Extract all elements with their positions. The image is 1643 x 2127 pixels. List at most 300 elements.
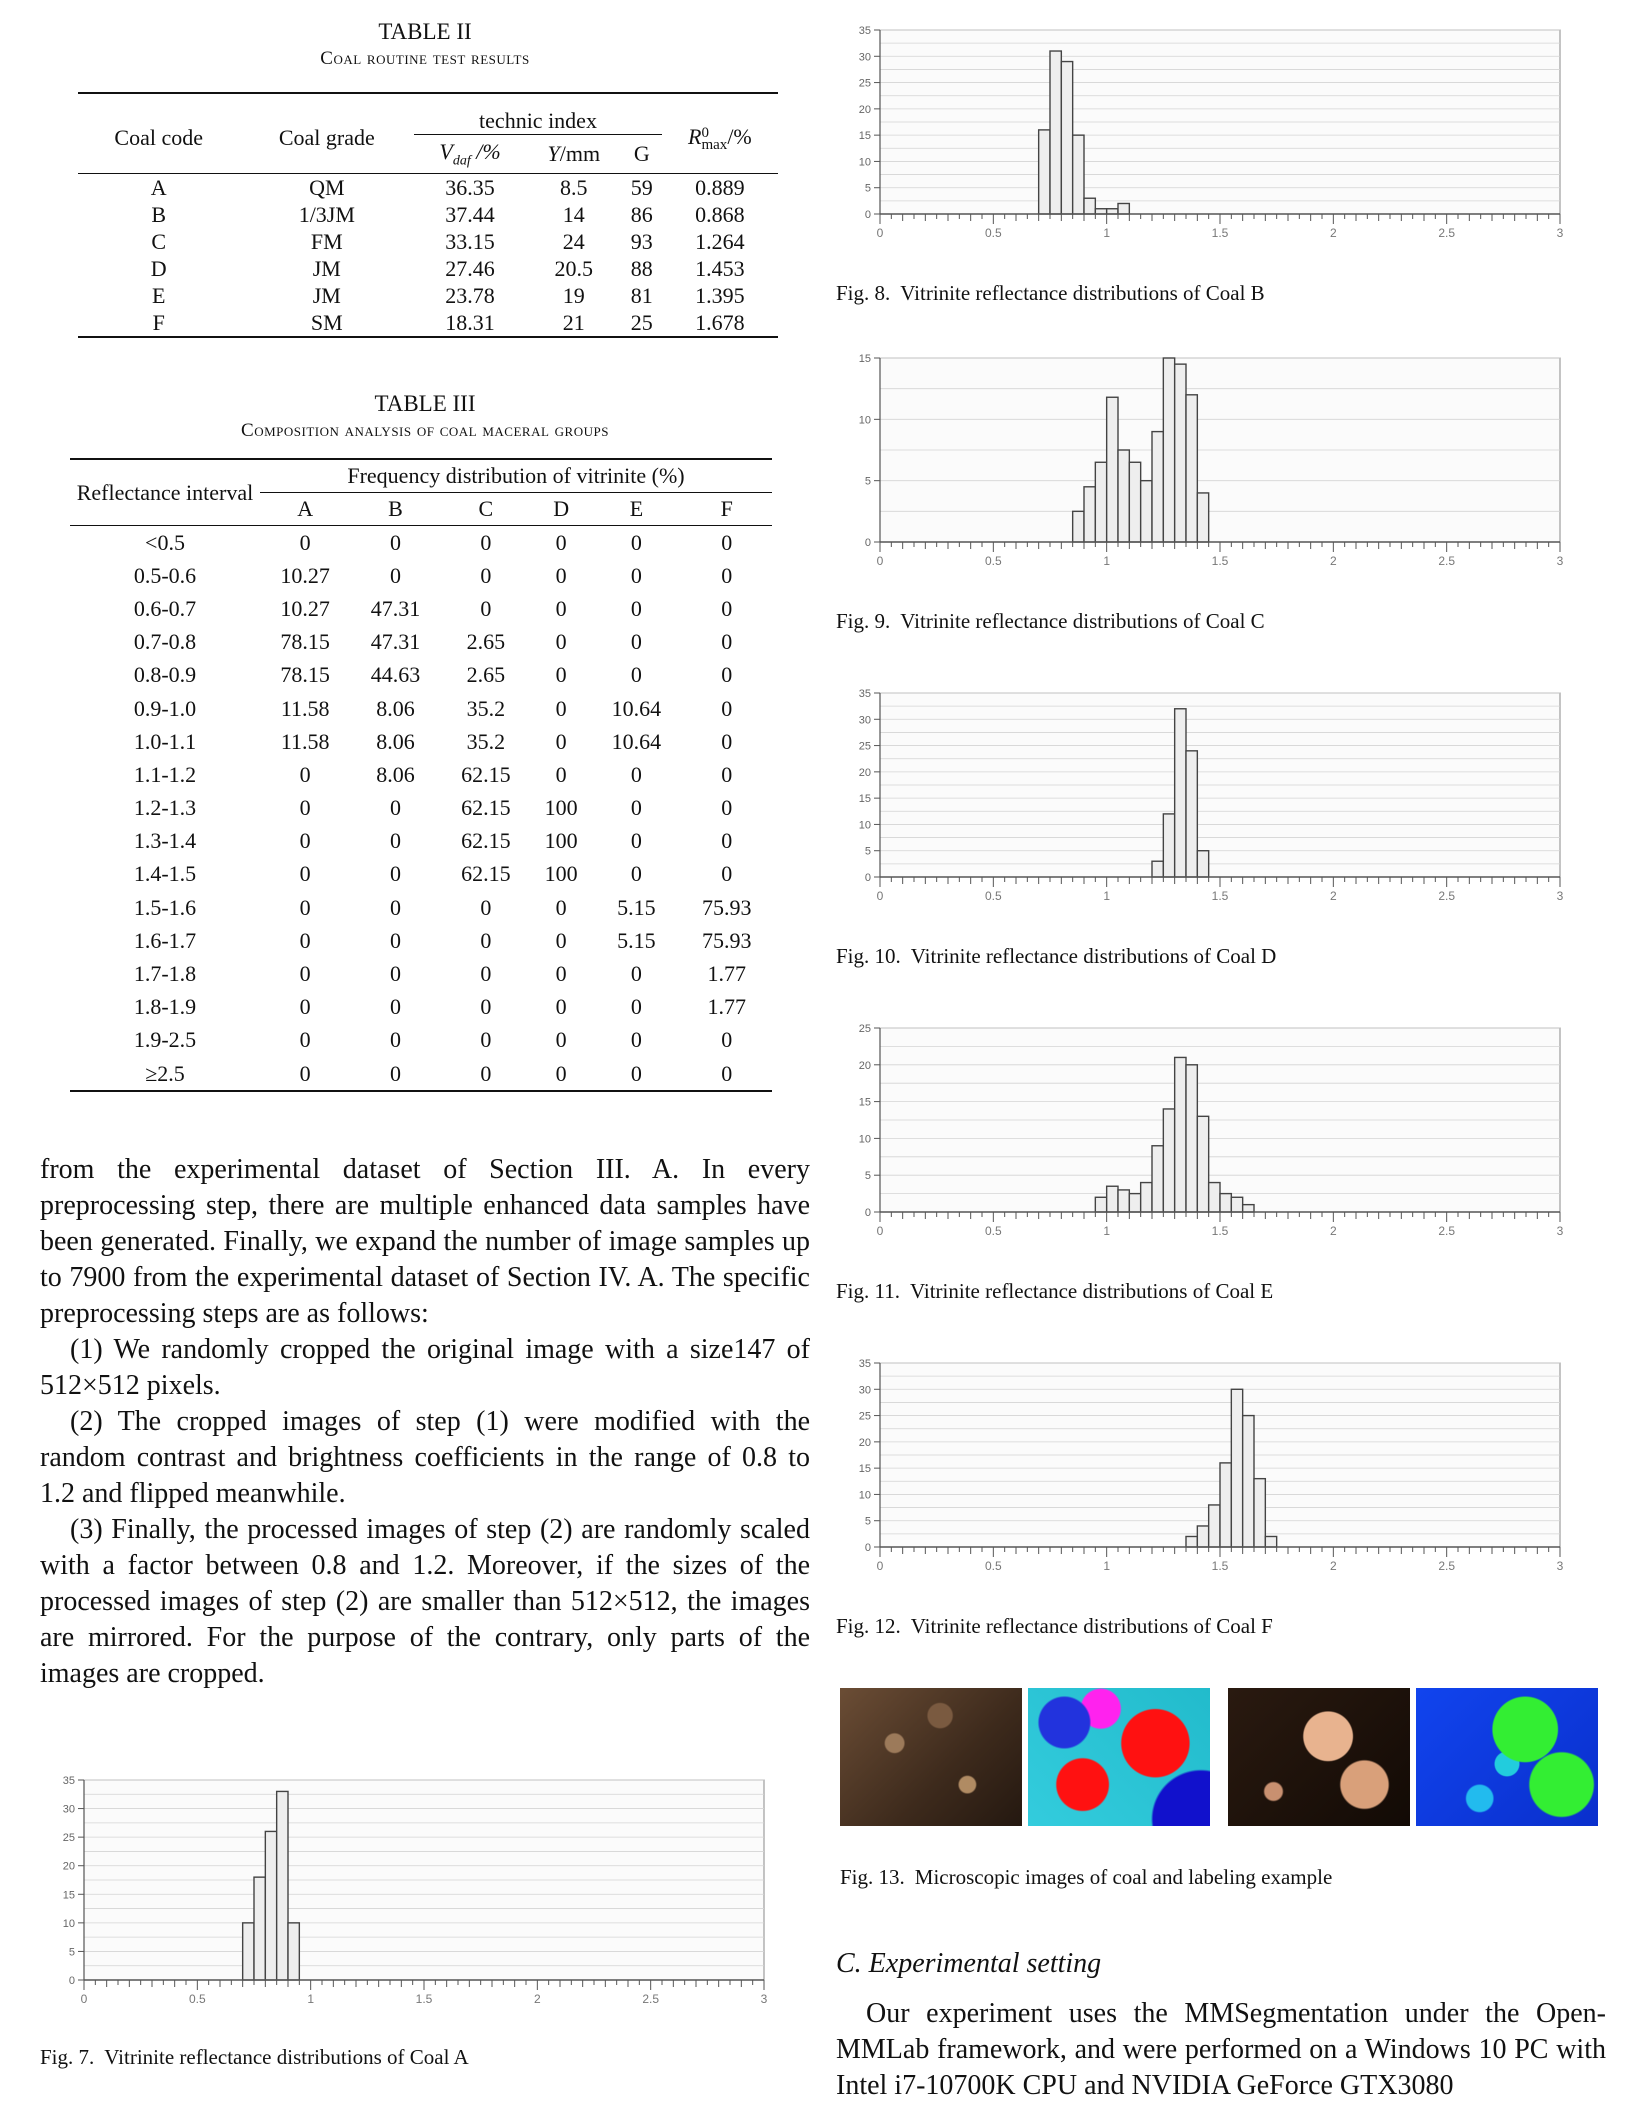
table-cell: 0 [480, 1060, 492, 1086]
table-cell: 10.27 [280, 562, 330, 588]
table-cell: 10.64 [611, 728, 662, 754]
table-row [70, 825, 772, 858]
x-tick-label: 2 [1329, 1224, 1337, 1238]
y-tick-label: 15 [858, 793, 871, 806]
table-cell: 0 [390, 894, 402, 920]
table-row [70, 758, 772, 791]
table-cell: 0 [721, 795, 733, 821]
y-tick-label: 25 [858, 740, 871, 753]
table-row [70, 692, 772, 725]
x-tick-label: 0.5 [984, 1559, 1002, 1573]
right-column-text [836, 1948, 1606, 2104]
body-text-right [836, 1996, 1606, 2104]
histogram-bar [1118, 1190, 1129, 1212]
y-tick-label: 5 [864, 845, 871, 858]
table-cell: 1.9-2.5 [133, 1027, 197, 1053]
table-cell: 0 [480, 595, 492, 621]
y-tick-label: 20 [858, 103, 871, 116]
fig9-caption: Fig. 9. Vitrinite reflectance distributions of Coal C [836, 609, 1265, 633]
y-tick-label: 15 [858, 1463, 871, 1476]
table-row [78, 282, 778, 309]
table-cell: 0.889 [695, 174, 745, 200]
table-cell: 0 [721, 562, 733, 588]
table-cell: 0 [480, 1027, 492, 1053]
y-tick-label: 35 [62, 1775, 75, 1787]
table-cell: 0 [721, 1060, 733, 1086]
histogram-bar [1118, 203, 1129, 214]
table-cell: 0 [630, 828, 642, 854]
t3-header-col-a: A [297, 496, 314, 521]
x-tick-label: 0.5 [984, 554, 1002, 568]
y-tick-label: 0 [68, 1975, 75, 1987]
histogram-bar [1254, 1479, 1265, 1547]
table-cell: 44.63 [370, 662, 421, 688]
histogram-bar [1175, 364, 1186, 542]
histogram-bar [1152, 1146, 1163, 1212]
histogram-bar [1243, 1205, 1254, 1212]
table-row [70, 725, 772, 758]
figure-10 [836, 685, 1576, 969]
coal-image-1 [840, 1688, 1022, 1826]
y-tick-label: 25 [858, 1023, 871, 1035]
x-tick-label: 2.5 [1438, 1559, 1456, 1573]
histogram-bar [1107, 1186, 1118, 1212]
table-cell: 0 [555, 662, 567, 688]
table-cell: 0 [721, 695, 733, 721]
table-cell: 100 [544, 861, 578, 887]
table-cell: 8.5 [560, 174, 588, 200]
paragraph-5: Our experiment uses the MMSegmentation under the Open-MMLab framework, and were performed on a Windows 10 PC with Intel i7-10700K CPU and NVIDIA GeForce GTX3080 [836, 1998, 1606, 2101]
y-tick-label: 0 [864, 1207, 871, 1219]
table-cell: 1.5-1.6 [133, 894, 197, 920]
table-cell: 24 [562, 228, 585, 254]
y-tick-label: 30 [858, 1384, 871, 1397]
table-cell: 1.7-1.8 [133, 961, 197, 987]
table-cell: 0 [630, 529, 642, 555]
histogram-bar [1197, 1526, 1208, 1547]
y-tick-label: 15 [62, 1889, 75, 1902]
paragraph-4: (3) Finally, the processed images of step (2) are randomly scaled with a factor between 0.8 and 1.2. Moreover, if the sizes of the processed images of step (2) are smaller than 512×512, the images are mirrored. For the purpose of the contrary, only parts of the images are cropped. [40, 1514, 810, 1690]
histogram-bar [1209, 1505, 1220, 1547]
table-cell: 0.5-0.6 [133, 562, 197, 588]
x-tick-label: 2 [1329, 889, 1337, 903]
label-image-1 [1028, 1688, 1210, 1826]
x-tick-label: 2.5 [1438, 1224, 1456, 1238]
paragraph-1: from the experimental dataset of Section III. A. In every preprocessing step, there are multiple enhanced data samples have been generated. Finally, we expand the number of image samples up to 7900 from the experimental dataset of Section IV. A. The specific preprocessing steps are as follows: [40, 1154, 810, 1330]
histogram-bar [1220, 1194, 1231, 1212]
table-cell: 0 [555, 728, 567, 754]
table-cell: 18.31 [445, 309, 495, 335]
table3-title: Composition analysis of coal maceral groups [241, 420, 609, 441]
table-cell: 0 [390, 795, 402, 821]
y-tick-label: 10 [858, 1489, 871, 1502]
histogram-bar [1152, 861, 1163, 877]
x-tick-label: 1.5 [1211, 554, 1229, 568]
histogram-bar [1197, 851, 1208, 877]
table-cell: C [151, 228, 167, 254]
table-cell: 8.06 [376, 761, 415, 787]
table-cell: 0 [555, 695, 567, 721]
table-cell: 0 [390, 1027, 402, 1053]
table-cell: 10.64 [611, 695, 662, 721]
table-cell: 0 [299, 961, 311, 987]
fig13-caption: Fig. 13. Microscopic images of coal and labeling example [840, 1865, 1333, 1889]
histogram-bar [1186, 1536, 1197, 1547]
x-tick-label: 1 [307, 1992, 315, 2006]
table-cell: 0 [555, 927, 567, 953]
x-tick-label: 0 [876, 226, 884, 240]
histogram-bar [1197, 493, 1208, 542]
table-cell: 0 [721, 828, 733, 854]
x-tick-label: 3 [760, 1992, 768, 2006]
y-tick-label: 30 [62, 1803, 75, 1816]
table-cell: 100 [544, 828, 578, 854]
t3-header-col-d: D [553, 496, 570, 521]
table-row [70, 659, 772, 692]
fig7-caption: Fig. 7. Vitrinite reflectance distributions of Coal A [40, 2045, 469, 2069]
table-cell: SM [310, 309, 343, 335]
histogram-bar [1118, 450, 1129, 542]
t2-header-coal-code: Coal code [114, 124, 204, 150]
x-tick-label: 2 [1329, 226, 1337, 240]
table-cell: 1.4-1.5 [133, 861, 197, 887]
section-heading: C. Experimental setting [836, 1948, 1102, 1979]
histogram-bar [1095, 462, 1106, 542]
table-cell: 14 [562, 201, 585, 227]
table-cell: 0 [299, 861, 311, 887]
table-cell: 0 [555, 629, 567, 655]
x-tick-label: 1 [1103, 1224, 1111, 1238]
table-cell: 20.5 [554, 255, 594, 281]
table-cell: 0 [555, 994, 567, 1020]
table2-caption [40, 18, 810, 72]
x-tick-label: 0.5 [984, 1224, 1002, 1238]
histogram-bar [1209, 1183, 1220, 1212]
x-tick-label: 1.5 [1211, 226, 1229, 240]
table-cell: 0 [299, 529, 311, 555]
table-cell: 62.15 [461, 795, 511, 821]
table-cell: 93 [630, 228, 653, 254]
paragraph-3: (2) The cropped images of step (1) were modified with the random contrast and brightness coefficients in the range of 0.8 to 1.2 and flipped meanwhile. [40, 1406, 810, 1510]
table-cell: 0 [555, 595, 567, 621]
table3 [70, 458, 772, 1092]
x-tick-label: 1.5 [1211, 1559, 1229, 1573]
histogram-bar [1141, 481, 1152, 542]
y-tick-label: 35 [858, 1358, 871, 1370]
table-cell: 1.264 [695, 228, 745, 254]
histogram-bar [1107, 397, 1118, 542]
y-tick-label: 25 [858, 77, 871, 90]
y-tick-label: 5 [864, 182, 871, 195]
table-cell: 0.868 [695, 201, 745, 227]
table-cell: 0 [390, 828, 402, 854]
table2-body [78, 174, 778, 338]
table-cell: 0 [721, 529, 733, 555]
table-cell: 0 [555, 1060, 567, 1086]
table-row [78, 309, 778, 337]
histogram-bar [1186, 1065, 1197, 1212]
table-cell: 0 [630, 761, 642, 787]
table-cell: 100 [544, 795, 578, 821]
t2-header-coal-grade: Coal grade [278, 124, 375, 150]
x-tick-label: 2 [1329, 554, 1337, 568]
x-tick-label: 0 [876, 1224, 884, 1238]
table-cell: 0 [480, 927, 492, 953]
x-tick-label: 2 [533, 1992, 541, 2006]
table3-body [70, 526, 772, 1092]
y-tick-label: 10 [62, 1917, 75, 1930]
table-cell: <0.5 [145, 529, 185, 555]
y-tick-label: 0 [864, 872, 871, 884]
table-cell: 0 [630, 562, 642, 588]
table-row [70, 559, 772, 592]
histogram-bar [1175, 709, 1186, 877]
histogram-bar [1163, 1109, 1174, 1212]
t3-header-interval: Reflectance interval [76, 479, 254, 505]
t3-header-col-b: B [388, 496, 403, 521]
table-cell: 1.0-1.1 [133, 728, 197, 754]
table-cell: A [150, 174, 167, 200]
y-tick-label: 25 [62, 1832, 75, 1845]
t3-header-freq: Frequency distribution of vitrinite (%) [260, 459, 772, 493]
y-tick-label: 5 [68, 1946, 75, 1959]
table-cell: 19 [562, 282, 585, 308]
table-cell: 1.3-1.4 [133, 828, 197, 854]
table-cell: 0 [480, 894, 492, 920]
x-tick-label: 0 [876, 1559, 884, 1573]
histogram-bar [1220, 1463, 1231, 1547]
y-tick-label: 0 [864, 1542, 871, 1554]
table-cell: 0 [630, 795, 642, 821]
table-cell: 0 [721, 861, 733, 887]
table-cell: 0 [721, 662, 733, 688]
table-cell: 0 [555, 562, 567, 588]
fig8-caption: Fig. 8. Vitrinite reflectance distributions of Coal B [836, 281, 1265, 305]
table-cell: 59 [630, 174, 653, 200]
table2 [78, 92, 778, 338]
y-tick-label: 20 [858, 1059, 871, 1072]
table-cell: 0 [480, 562, 492, 588]
histogram-bar [1095, 1197, 1106, 1212]
table-cell: 2.65 [466, 629, 506, 655]
y-tick-label: 10 [858, 819, 871, 832]
table-cell: JM [312, 255, 341, 281]
table-row [78, 201, 778, 228]
table-cell: 0 [390, 961, 402, 987]
table-cell: 0.6-0.7 [133, 595, 197, 621]
table-cell: 47.31 [370, 595, 421, 621]
table-cell: 21 [562, 309, 585, 335]
histogram-bar [1061, 62, 1072, 214]
histogram-bar [1186, 751, 1197, 877]
table-cell: 0 [721, 761, 733, 787]
x-tick-label: 0 [876, 554, 884, 568]
y-tick-label: 35 [858, 688, 871, 700]
table-cell: 0 [299, 828, 311, 854]
histogram-bar [288, 1923, 299, 1980]
histogram-bar [1050, 51, 1061, 214]
fig8-chart [836, 22, 1576, 244]
table-cell: 1.678 [695, 309, 745, 335]
y-tick-label: 30 [858, 51, 871, 64]
histogram-bar [243, 1923, 254, 1980]
table-cell: 1.77 [707, 994, 747, 1020]
table-row [70, 858, 772, 891]
fig11-chart [836, 1020, 1576, 1242]
x-tick-label: 0.5 [984, 889, 1002, 903]
table-cell: 1.77 [707, 961, 747, 987]
histogram-bar [1129, 1194, 1140, 1212]
table-row [70, 991, 772, 1024]
x-tick-label: 3 [1556, 1224, 1564, 1238]
x-tick-label: 1.5 [415, 1992, 433, 2006]
table-cell: 0 [299, 927, 311, 953]
table-cell: 0 [630, 994, 642, 1020]
body-text-left [40, 1152, 810, 1692]
table-cell: 0 [555, 529, 567, 555]
histogram-bar [1073, 511, 1084, 542]
x-tick-label: 1 [1103, 226, 1111, 240]
table-cell: 35.2 [466, 728, 506, 754]
histogram-bar [277, 1791, 288, 1980]
table-row [70, 924, 772, 957]
y-tick-label: 15 [858, 130, 871, 143]
figure-13 [840, 1688, 1598, 1890]
y-tick-label: 5 [864, 1170, 871, 1183]
fig11-caption: Fig. 11. Vitrinite reflectance distributions of Coal E [836, 1279, 1274, 1303]
table-cell: 11.58 [280, 728, 330, 754]
table-cell: 0 [630, 595, 642, 621]
table-cell: 1.1-1.2 [133, 761, 197, 787]
y-tick-label: 10 [858, 156, 871, 169]
table-cell: 1/3JM [298, 201, 355, 227]
table-cell: 0 [630, 961, 642, 987]
table3-caption [40, 390, 810, 444]
table-cell: 10.27 [280, 595, 330, 621]
x-tick-label: 3 [1556, 1559, 1564, 1573]
histogram-bar [1084, 487, 1095, 542]
table-cell: 0 [390, 927, 402, 953]
table-cell: 36.35 [445, 174, 495, 200]
histogram-bar [1175, 1057, 1186, 1212]
x-tick-label: 3 [1556, 226, 1564, 240]
y-tick-label: 20 [858, 1436, 871, 1449]
table-cell: 25 [630, 309, 653, 335]
figure-11 [836, 1020, 1576, 1304]
table-cell: 1.8-1.9 [133, 994, 197, 1020]
fig12-caption: Fig. 12. Vitrinite reflectance distributions of Coal F [836, 1614, 1273, 1638]
y-tick-label: 5 [864, 1515, 871, 1528]
t2-header-g: G [633, 141, 650, 166]
table-cell: 0 [480, 994, 492, 1020]
table-cell: 81 [630, 282, 653, 308]
x-tick-label: 1.5 [1211, 1224, 1229, 1238]
table-cell: 75.93 [702, 927, 752, 953]
table-row [78, 228, 778, 255]
x-tick-label: 1 [1103, 889, 1111, 903]
fig7-chart [40, 1772, 780, 2010]
histogram-bar [1163, 814, 1174, 877]
y-tick-label: 0 [864, 209, 871, 221]
table-cell: 37.44 [445, 201, 495, 227]
table-row [70, 1057, 772, 1091]
table-cell: 0.9-1.0 [133, 695, 197, 721]
table-cell: 62.15 [461, 761, 511, 787]
table-cell: 0 [299, 894, 311, 920]
y-tick-label: 10 [858, 1133, 871, 1146]
table-cell: 0 [480, 529, 492, 555]
table-cell: 0 [299, 761, 311, 787]
table-row [78, 174, 778, 202]
left-column [40, 18, 810, 1692]
table-cell: F [152, 309, 165, 335]
table-cell: 62.15 [461, 828, 511, 854]
table-cell: 0.7-0.8 [133, 629, 197, 655]
table-cell: 0 [555, 761, 567, 787]
table-row [70, 891, 772, 924]
fig9-chart [836, 350, 1576, 572]
fig10-caption: Fig. 10. Vitrinite reflectance distributions of Coal D [836, 944, 1277, 968]
histogram-bar [265, 1831, 276, 1980]
x-tick-label: 2 [1329, 1559, 1337, 1573]
table-cell: 0 [390, 861, 402, 887]
table-cell: 8.06 [376, 728, 415, 754]
table-cell: 0 [721, 728, 733, 754]
t3-header-col-c: C [478, 496, 494, 521]
histogram-bar [1152, 432, 1163, 542]
table-cell: 0 [721, 1027, 733, 1053]
t2-header-vdaf: $V_{daf}$ /% [439, 138, 501, 169]
table-cell: 0 [555, 1027, 567, 1053]
table-cell: 1.453 [695, 255, 745, 281]
table-cell: B [151, 201, 167, 227]
histogram-bar [1084, 198, 1095, 214]
histogram-bar [1265, 1536, 1276, 1547]
figure-7 [40, 1772, 780, 2070]
y-tick-label: 20 [858, 766, 871, 779]
x-tick-label: 0 [80, 1992, 88, 2006]
table-cell: 0 [299, 1060, 311, 1086]
table-cell: JM [312, 282, 341, 308]
coal-image-2 [1228, 1688, 1410, 1826]
table-cell: 1.2-1.3 [133, 795, 197, 821]
microscopy-images [840, 1688, 1598, 1826]
y-tick-label: 15 [858, 353, 871, 365]
y-tick-label: 30 [858, 714, 871, 727]
x-tick-label: 2.5 [642, 1992, 660, 2006]
x-tick-label: 1.5 [1211, 889, 1229, 903]
table-row [70, 957, 772, 990]
table-row [70, 526, 772, 560]
t2-header-y: Y/mm [547, 141, 601, 166]
table-cell: 0 [299, 795, 311, 821]
table-row [70, 626, 772, 659]
paragraph-2: (1) We randomly cropped the original image with a size147 of 512×512 pixels. [40, 1334, 810, 1402]
table-cell: 0 [555, 961, 567, 987]
table-cell: 0 [480, 961, 492, 987]
histogram-bar [1243, 1416, 1254, 1547]
t3-header-col-f: F [720, 496, 733, 521]
x-tick-label: 1 [1103, 554, 1111, 568]
table-row [70, 592, 772, 625]
label-image-2 [1416, 1688, 1598, 1826]
table2-number: TABLE II [378, 19, 472, 44]
table-cell: QM [309, 174, 345, 200]
t2-header-r: R0 max/% [688, 124, 752, 153]
table-cell: 5.15 [617, 927, 656, 953]
histogram-bar [1073, 135, 1084, 214]
table-cell: 78.15 [280, 662, 330, 688]
